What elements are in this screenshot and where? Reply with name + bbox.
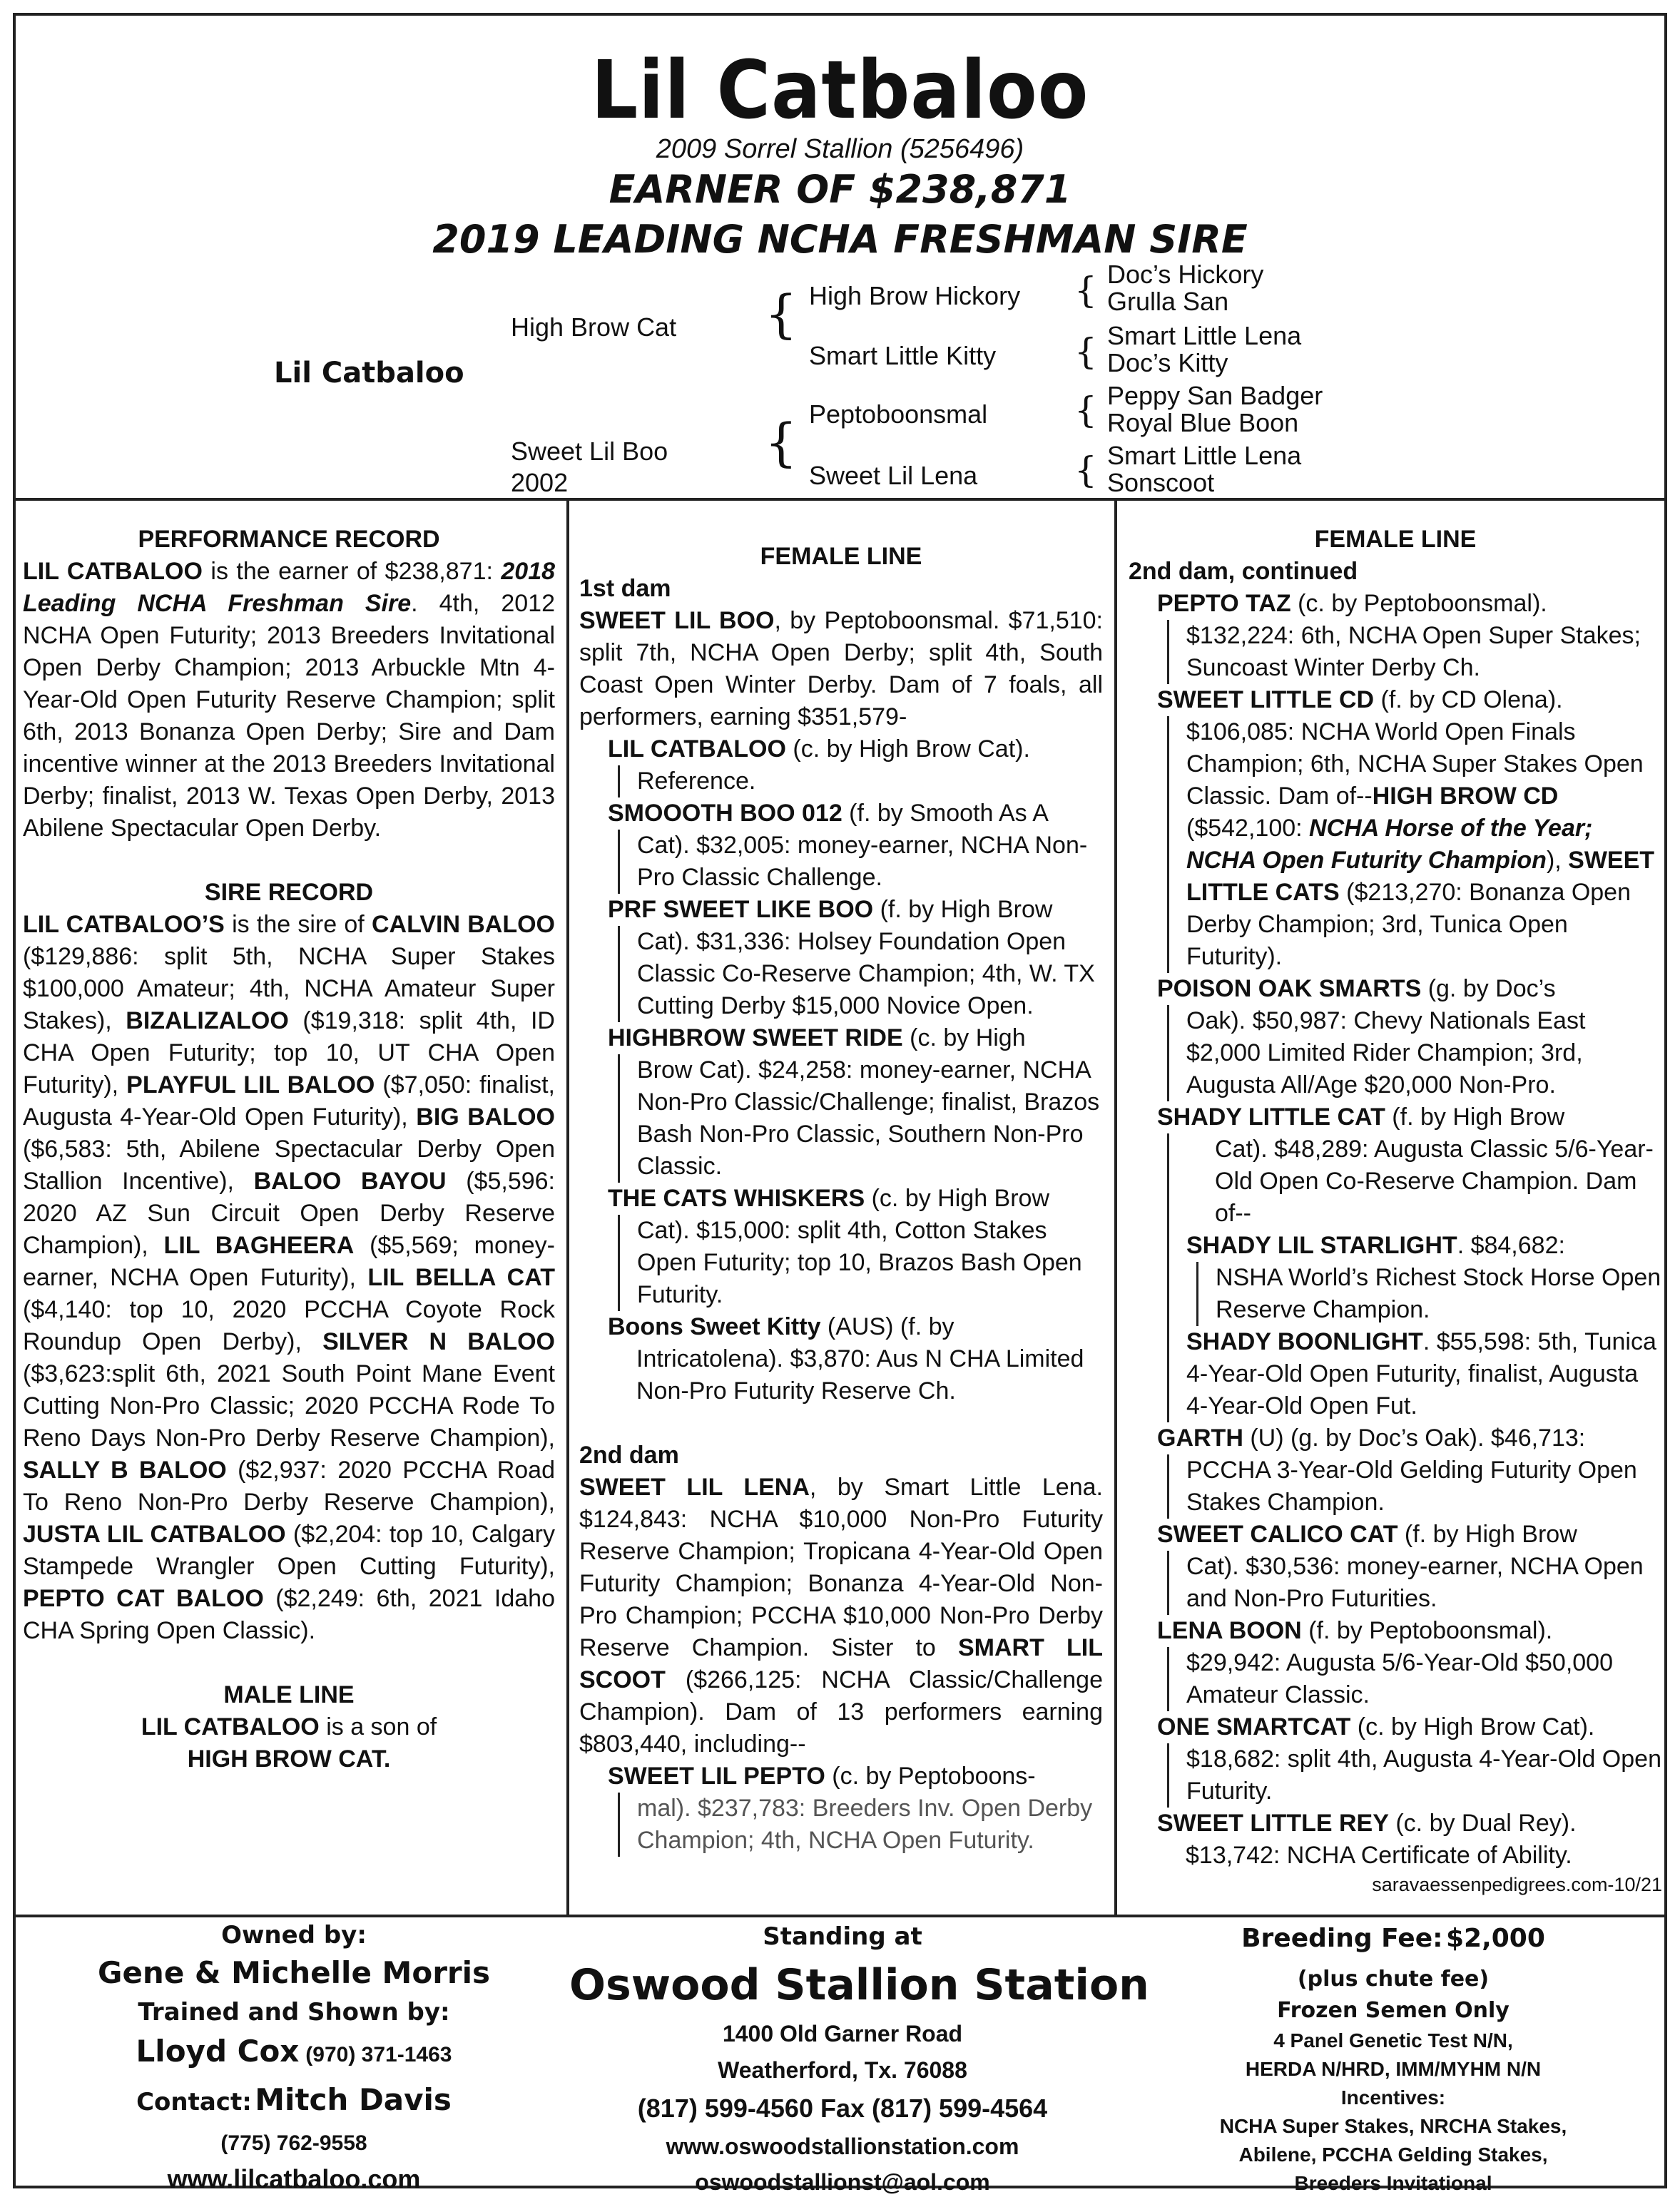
female-line-heading: FEMALE LINE [760, 543, 922, 570]
column-female-line [579, 541, 1103, 1857]
sire-record-heading: SIRE RECORD [204, 879, 374, 906]
chute-fee: (plus chute fee) [1297, 1967, 1490, 1992]
owner-names: Gene & Michelle Morris [97, 1955, 491, 1990]
column-performance [23, 524, 555, 1775]
first-dam-text: SWEET LIL BOO, by Peptoboonsmal. $71,510: split 7th, NCHA Open Derby; split 4th, South Coast Open Winter Derby. Dam of 7 foals, all performers, earning $351,579- [579, 607, 1103, 730]
incentives-label: Incentives: [1340, 2086, 1446, 2109]
pedigree-gg7: Smart Little Lena [1107, 441, 1302, 470]
sire-record-text: LIL CATBALOO’S is the sire of CALVIN BALOO ($129,886: split 5th, NCHA Super Stakes $100,000 Amateur; 4th, NCHA Amateur Super Stakes), BIZALIZALOO ($19,318: split 4th, ID CHA Open Futurity; top 10, UT CHA Open Futurity), PLAYFUL LIL BALOO ($7,050: finalist, Augusta 4-Year-Old Open Futurity), BIG BALOO ($6,583: 5th, Abilene Spectacular Derby Open Stallion Incentive), BALOO BAYOU ($5,596: 2020 AZ Sun Circuit Open Derby Reserve Champion), LIL BAGHEERA ($5,569; money-earner, NCHA Open Futurity), LIL BELLA CAT ($4,140: top 10, 2020 PCCHA Coyote Rock Roundup Open Derby), SILVER N BALOO ($3,623:split 6th, 2021 South Point Mane Event Cutting Non-Pro Classic; 2020 PCCHA Rode To Reno Days Non-Pro Derby Reserve Champion), SALLY B BALOO ($2,937: 2020 PCCHA Road To Reno Non-Pro Derby Reserve Champion), JUSTA LIL CATBALOO ($2,204: top 10, Calgary Stampede Wrangler Open Cutting Futurity), PEPTO CAT BALOO ($2,249: 6th, 2021 Idaho CHA Spring Open Classic). [23, 911, 556, 1644]
breeding-info [1119, 1919, 1668, 2198]
leading-sire-headline: 2019 LEADING NCHA FRESHMAN SIRE [432, 217, 1248, 262]
horse-title: Lil Catbaloo [591, 44, 1089, 137]
genetic-test: 4 Panel Genetic Test N/N, [1273, 2029, 1513, 2051]
foal-entry: PEPTO TAZ (c. by Peptoboonsmal). $132,224: 6th, NCHA Open Super Stakes; Suncoast Winter Derby Ch. [1157, 588, 1662, 684]
pedigree-dam-year: 2002 [511, 468, 569, 497]
male-line-heading: MALE LINE [223, 1681, 355, 1708]
standing-at-label: Standing at [763, 1922, 922, 1951]
herda-result: HERDA N/HRD, IMM/MYHM N/N [1245, 2058, 1542, 2080]
contact-phone: (775) 762-9558 [220, 2131, 367, 2155]
performance-text: LIL CATBALOO is the earner of $238,871: 2018 Leading NCHA Freshman Sire. 4th, 2012 NCHA Open Futurity; 2013 Breeders Invitational Open Derby Champion; 2013 Arbuckle Mtn 4-Year-Old Open Futurity Reserve Champion; split 6th, 2013 Bonanza Open Derby; Sire and Dam incentive winner at the 2013 Breeders Invitational Derby; finalist, 2013 W. Texas Open Derby, 2013 Abilene Spectacular Open Derby. [23, 558, 556, 842]
foal-entry: SWEET LIL PEPTO (c. by Peptoboons- mal). $237,783: Breeders Inv. Open Derby Champion; 4th, NCHA Open Futurity. [608, 1760, 1103, 1857]
brace-icon: { [1074, 449, 1097, 491]
pedigree-gg6: Royal Blue Boon [1107, 408, 1299, 437]
station-name: Oswood Stallion Station [569, 1960, 1149, 2010]
second-dam-cont-label: 2nd dam, continued [1129, 558, 1358, 585]
incentive-line: NCHA Super Stakes, NRCHA Stakes, [1219, 2115, 1567, 2137]
divider [16, 498, 1664, 501]
foal-entry: Boons Sweet Kitty (AUS) (f. by Intricatolena). $3,870: Aus N CHA Limited Non-Pro Futurity Reserve Ch. [608, 1313, 1084, 1405]
foal-entry: SWEET LITTLE CD (f. by CD Olena). $106,085: NCHA World Open Finals Champion; 6th, NCHA Super Stakes Open Classic. Dam of--HIGH BROW CD ($542,100: NCHA Horse of the Year; NCHA Open Futurity Champion), SWEET LITTLE CATS ($213,270: Bonanza Open Derby Champion; 3rd, Tunica Open Futurity). [1157, 684, 1662, 973]
foal-entry: SWEET LITTLE REY (c. by Dual Rey). $13,742: NCHA Certificate of Ability. [1157, 1810, 1577, 1869]
pedigree-sire-sire: High Brow Hickory [809, 281, 1021, 310]
owner-info [23, 1919, 565, 2198]
foal-entry: LIL CATBALOO (c. by High Brow Cat). Reference. [608, 733, 1103, 797]
foal-entry: POISON OAK SMARTS (g. by Doc’s Oak). $50,987: Chevy Nationals East $2,000 Limited Rider Champion; 3rd, Augusta All/Age $20,000 Non-Pro. [1157, 973, 1662, 1101]
male-line-text: LIL CATBALOO is a son of [141, 1713, 437, 1740]
pedigree-dam: Sweet Lil Boo [511, 437, 668, 466]
first-dam-label: 1st dam [579, 575, 671, 602]
station-address-2: Weatherford, Tx. 76088 [718, 2057, 967, 2083]
pedigree-gg2: Grulla San [1107, 287, 1229, 316]
foal-entry: SMOOOTH BOO 012 (f. by Smooth As A Cat). $32,005: money-earner, NCHA Non-Pro Classic Challenge. [608, 797, 1103, 894]
pedigree-credit: saravaessenpedigrees.com-10/21 [1372, 1874, 1662, 1895]
incentive-line: Breeders Invitational [1294, 2172, 1492, 2194]
incentive-line: Abilene, PCCHA Gelding Stakes, [1238, 2144, 1548, 2166]
brace-icon: { [765, 412, 798, 472]
second-dam-text: SWEET LIL LENA, by Smart Little Lena. $124,843: NCHA $10,000 Non-Pro Futurity Reserve Champion; Tropicana 4-Year-Old Open Futurity Champion; Bonanza 4-Year-Old Non-Pro Champion; PCCHA $10,000 Non-Pro Derby Reserve Champion. Sister to SMART LIL SCOOT ($266,125: NCHA Classic/Challenge Champion). Dam of 13 performers earning $803,440, including-- [579, 1474, 1103, 1758]
breeding-fee: Breeding Fee: $2,000 [1241, 1924, 1545, 1953]
foal-entry: PRF SWEET LIKE BOO (f. by High Brow Cat). $31,336: Holsey Foundation Open Classic Co-Reserve Champion; 4th, W. TX Cutting Derby $15,000 Novice Open. [608, 894, 1103, 1022]
foal-entry: ONE SMARTCAT (c. by High Brow Cat). $18,682: split 4th, Augusta 4-Year-Old Open Futurity. [1157, 1711, 1662, 1808]
foal-entry: THE CATS WHISKERS (c. by High Brow Cat). $15,000: split 4th, Cotton Stakes Open Futurity; top 10, Brazos Bash Open Futurity. [608, 1183, 1103, 1311]
trained-by-label: Trained and Shown by: [138, 1998, 450, 2027]
station-email-link[interactable]: oswoodstallionst@aol.com [695, 2169, 990, 2195]
pedigree-gg1: Doc’s Hickory [1107, 260, 1264, 289]
pedigree-sire-dam: Smart Little Kitty [809, 341, 997, 370]
horse-subtitle: 2009 Sorrel Stallion (5256496) [656, 134, 1024, 164]
station-address-1: 1400 Old Garner Road [722, 2021, 963, 2046]
earnings-headline: EARNER OF $238,871 [609, 167, 1071, 212]
pedigree-gg3: Smart Little Lena [1107, 321, 1302, 350]
divider [16, 1915, 1664, 1917]
pedigree-horse: Lil Catbaloo [274, 357, 464, 389]
divider [566, 501, 569, 1916]
second-dam-label: 2nd dam [579, 1442, 679, 1469]
pedigree-sire: High Brow Cat [511, 312, 677, 342]
owned-by-label: Owned by: [221, 1921, 367, 1949]
male-line-sire: HIGH BROW CAT. [187, 1745, 391, 1773]
pedigree-gg4: Doc’s Kitty [1107, 348, 1228, 377]
trainer-line: Lloyd Cox (970) 371-1463 [136, 2034, 452, 2069]
station-website-link[interactable]: www.oswoodstallionstation.com [666, 2134, 1019, 2159]
pedigree-gg5: Peppy San Badger [1107, 381, 1323, 410]
performance-heading: PERFORMANCE RECORD [138, 526, 440, 553]
foal-entry: HIGHBROW SWEET RIDE (c. by High Brow Cat). $24,258: money-earner, NCHA Non-Pro Classic/Challenge; finalist, Brazos Bash Non-Pro Classic, Southern Non-Pro Classic. [608, 1022, 1103, 1183]
female-line-cont-heading: FEMALE LINE [1314, 526, 1477, 553]
pedigree-gg8: Sonscoot [1107, 468, 1215, 497]
brace-icon: { [1074, 389, 1097, 431]
divider [1114, 501, 1117, 1916]
pedigree-dam-dam: Sweet Lil Lena [809, 461, 978, 490]
column-female-line-continued [1129, 524, 1662, 1897]
foal-entry: SWEET CALICO CAT (f. by High Brow Cat). $30,536: money-earner, NCHA Open and Non-Pro Futurities. [1157, 1519, 1662, 1615]
ad-page [13, 13, 1667, 2195]
brace-icon: { [1074, 270, 1097, 311]
station-phones: (817) 599-4560 Fax (817) 599-4564 [637, 2094, 1048, 2123]
foal-entry: LENA BOON (f. by Peptoboonsmal). $29,942: Augusta 5/6-Year-Old $50,000 Amateur Classic. [1157, 1615, 1662, 1711]
frozen-semen: Frozen Semen Only [1277, 1998, 1510, 2023]
brace-icon: { [1074, 331, 1097, 372]
foal-entry: SHADY LITTLE CAT (f. by High Brow Cat). $48,289: Augusta Classic 5/6-Year-Old Open Co-Reserve Champion. Dam of-- SHADY LIL STARLIGHT. $84,682: NSHA World’s Richest Stock Horse Open Reserve Champion. SHADY BOONLIGHT. $55,598: 5th, Tunica 4-Year-Old Open Futurity, finalist, Augusta 4-Year-Old Open Fut. [1157, 1101, 1662, 1422]
foal-entry: GARTH (U) (g. by Doc’s Oak). $46,713: PCCHA 3-Year-Old Gelding Futurity Open Stakes Champion. [1157, 1422, 1662, 1519]
standing-info [569, 1919, 1149, 2200]
pedigree-dam-sire: Peptoboonsmal [809, 399, 988, 429]
contact-line: Contact: Mitch Davis [136, 2082, 452, 2117]
brace-icon: { [765, 284, 798, 344]
owner-website-link[interactable]: www.lilcatbaloo.com [167, 2164, 421, 2193]
